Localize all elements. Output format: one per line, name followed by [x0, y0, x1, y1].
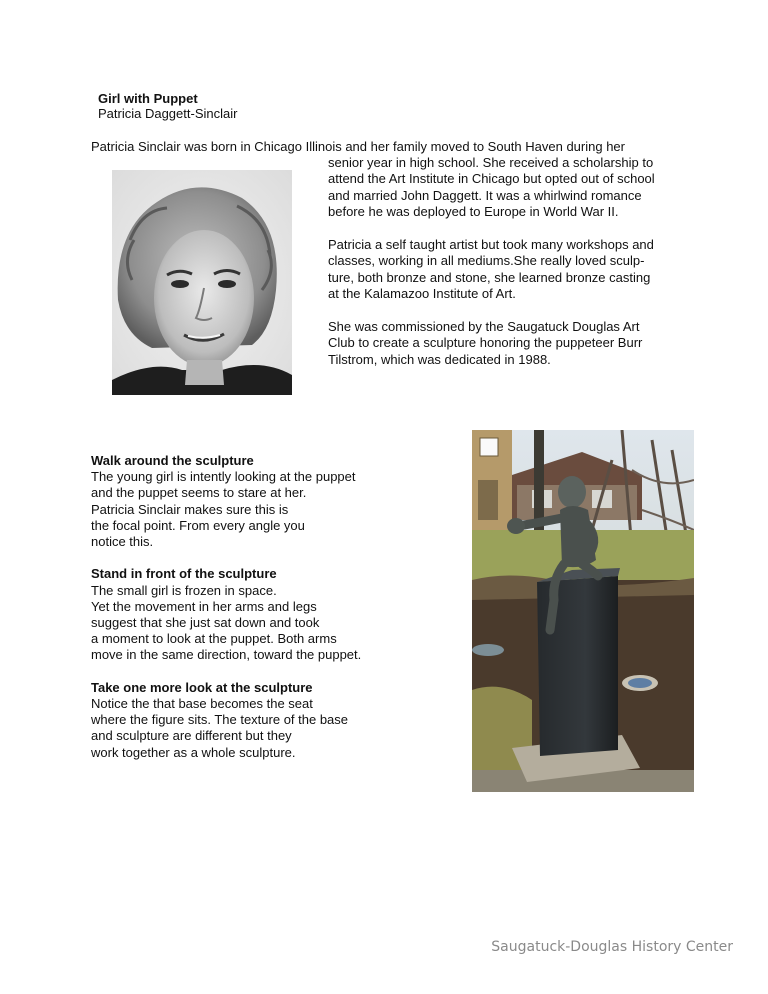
section-line: move in the same direction, toward the puppet. [91, 647, 362, 663]
section-line: where the figure sits. The texture of the base [91, 712, 349, 728]
bio-line: at the Kalamazoo Institute of Art. [328, 286, 516, 302]
bio-line: and married John Daggett. It was a whirlwind romance [328, 187, 642, 203]
footer-credit: Saugatuck-Douglas History Center [491, 939, 733, 955]
section-heading: Stand in front of the sculpture [91, 566, 277, 582]
section-line: the focal point. From every angle you [91, 517, 305, 533]
section-line: suggest that she just sat down and took [91, 615, 320, 631]
bio-line: Patricia a self taught artist but took many workshops and [328, 237, 654, 253]
section-heading: Walk around the sculpture [91, 453, 254, 468]
section-line: Notice the that base becomes the seat [91, 696, 313, 712]
guide-sections [91, 453, 411, 777]
section-walk-around [91, 453, 411, 550]
section-line: The small girl is frozen in space. [91, 582, 277, 598]
section-line: a moment to look at the puppet. Both arms [91, 631, 337, 647]
bio-column [328, 155, 688, 385]
section-line: Patricia Sinclair makes sure this is [91, 501, 289, 517]
section-line: and the puppet seems to stare at her. [91, 485, 307, 501]
page-title: Girl with Puppet [98, 91, 198, 106]
bio-intro-line: Patricia Sinclair was born in Chicago Illinois and her family moved to South Haven during her [91, 139, 625, 154]
sculpture-photo [472, 430, 694, 792]
bio-paragraph-1 [328, 155, 688, 221]
section-one-more-look [91, 680, 411, 761]
bio-line: Club to create a sculpture honoring the puppeteer Burr [328, 335, 643, 351]
bio-line: ture, both bronze and stone, she learned bronze casting [328, 269, 651, 285]
bio-line: before he was deployed to Europe in World War II. [328, 204, 619, 220]
section-line: and sculpture are different but they [91, 728, 292, 744]
bio-line: She was commissioned by the Saugatuck Douglas Art [328, 319, 640, 335]
bio-line: Tilstrom, which was dedicated in 1988. [328, 351, 551, 367]
section-line: work together as a whole sculpture. [91, 744, 296, 760]
section-heading: Take one more look at the sculpture [91, 679, 313, 695]
section-line: Yet the movement in her arms and legs [91, 598, 317, 614]
bio-line: classes, working in all mediums.She really loved sculp- [328, 253, 645, 269]
section-line: notice this. [91, 534, 154, 550]
section-stand-in-front [91, 566, 411, 663]
bio-paragraph-3 [328, 319, 688, 368]
bio-line: attend the Art Institute in Chicago but opted out of school [328, 171, 655, 187]
artist-portrait-photo [112, 170, 292, 395]
bio-paragraph-2 [328, 237, 688, 303]
artist-name: Patricia Daggett-Sinclair [98, 106, 238, 121]
bio-line: senior year in high school. She received a scholarship to [328, 155, 654, 170]
section-line: The young girl is intently looking at the puppet [91, 469, 356, 485]
